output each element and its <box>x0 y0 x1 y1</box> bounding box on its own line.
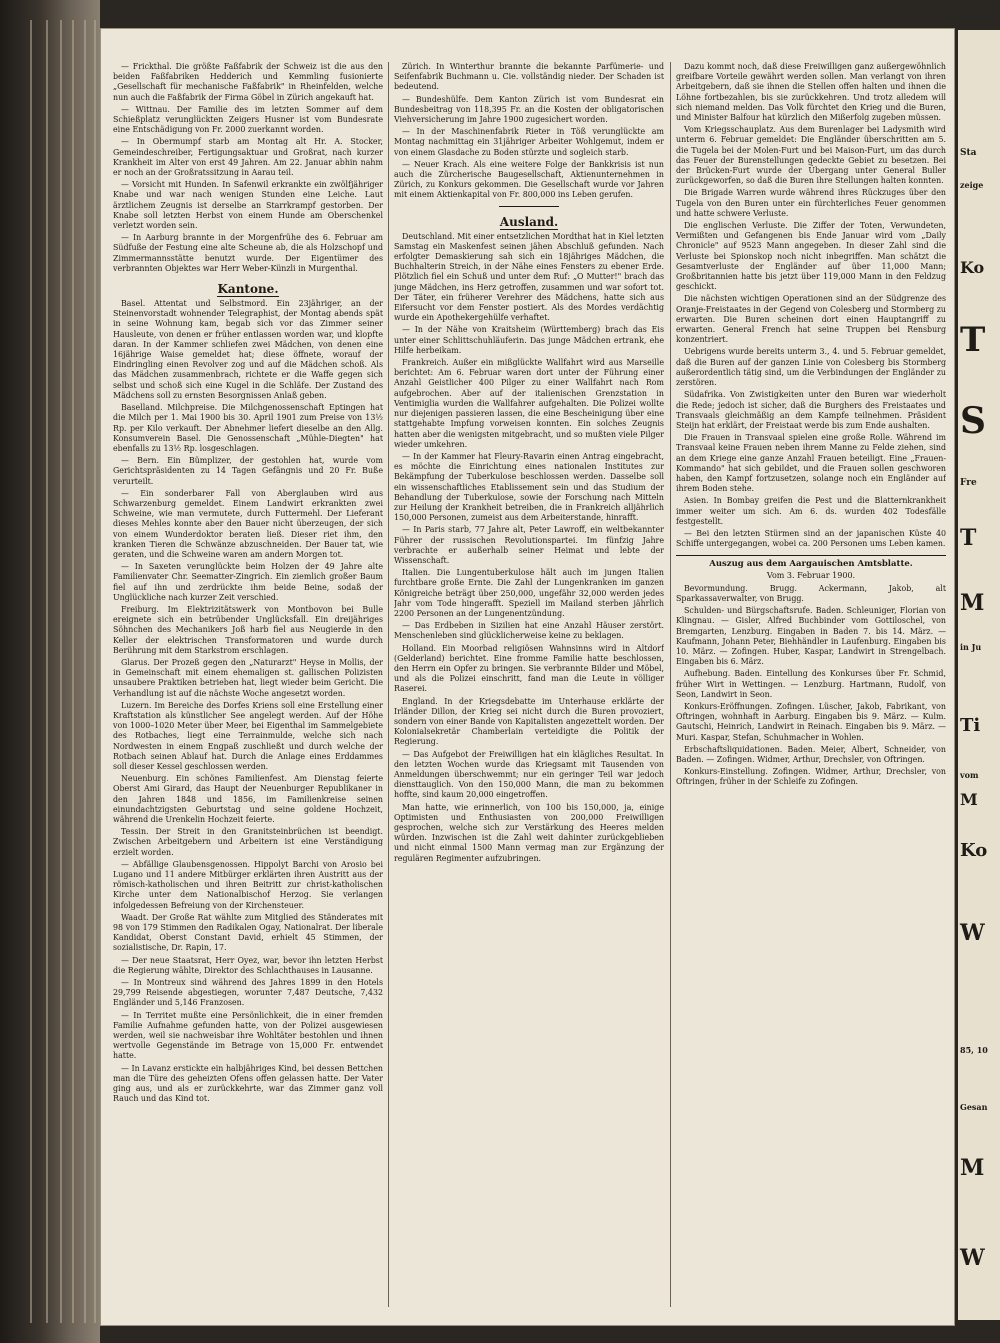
article-wittnau: — Wittnau. Der Familie des im letzten Sommer auf dem Schießplatz verunglückten Zeigers Husner ist vom Bundesrate eine Entschädigung von Fr. 2000 zuerkannt worden. <box>113 104 383 135</box>
article-freiwillige: — Das Aufgebot der Freiwilligen hat ein klägliches Resultat. In den letzten Wochen wurde das Kriegsamt mit Tausenden von Anmeldungen überschwemmt; nur ein geringer Teil war jedoch diensttauglich. Von den 150,000 Mann, die man zu bekommen hoffte, sind kaum 20,000 eingetroffen. <box>394 749 664 800</box>
next-page-fragment: Ko <box>960 258 985 277</box>
next-page-fragment: T <box>960 320 986 360</box>
article-aberglauben: — Ein sonderbarer Fall von Aberglauben wird aus Schwarzenburg gemeldet. Einem Landwirt erkrankten zwei Schweine, wie man vermutete, durch Futtermehl. Der Lieferant dieses Mehles konnte aber den Bauer nicht überzeugen, der sich von einem Wunderdoktor beraten ließ. Dieser riet ihm, den kranken Tieren die Schwänze abzuschneiden. Der Bauer tat, wie geraten, und die Schweine waren am andern Morgen tot. <box>113 488 383 559</box>
article-holland: Holland. Ein Moorbad religiösen Wahnsinns wird in Altdorf (Gelderland) berichtet. Eine fromme Familie hatte beschlossen, den Herrn ein Opfer zu bringen. Sie verbrannte Bilder und Möbel, und als die Polizei einschritt, fand man die Leute in völliger Raserei. <box>394 643 664 694</box>
article-toess: — In der Maschinenfabrik Rieter in Töß verunglückte am Montag nachmittag ein 31jähriger Arbeiter Wohlgemut, indem er von einem Glasdache zu Boden stürzte und sogleich starb. <box>394 127 664 157</box>
amtsblatt-heading: Auszug aus dem Aargauischen Amtsblatte. <box>676 555 946 569</box>
article-baselland: Baselland. Milchpreise. Die Milchgenossenschaft Eptingen hat die Milch per 1. Mai 1900 bis 30. April 1901 zum Preise von 13½ Rp. per Kilo verkauft. Der Abnehmer liefert dieselbe an den Allg. Konsumverein Basel. Die Genossenschaft „Mühle-Diegten" hat ebenfalls zu 13½ Rp. losgeschlagen. <box>113 403 383 453</box>
next-page-fragment: vom <box>960 770 979 780</box>
next-page-fragment: T <box>960 525 977 551</box>
article-paris: — In Paris starb, 77 Jahre alt, Peter Lawroff, ein weltbekannter Führer der russischen Revolutionspartei. Im fünfzig Jahre verbrachte er außerhalb seiner Heimat und lebte der Wissenschaft. <box>394 525 664 565</box>
next-page-fragment: W <box>960 920 985 946</box>
article-stuerme: — Bei den letzten Stürmen sind an der japanischen Küste 40 Schiffe untergegangen, wobei ca. 200 Personen ums Leben kamen. <box>676 528 946 549</box>
article-vorsicht-hunden: — Vorsicht mit Hunden. In Safenwil erkrankte ein zwölfjähriger Knabe und war nach wenigen Stunden eine Leiche. Laut ärztlichem Zeugnis ist derselbe an Starrkrampf gestorben. Der Knabe soll letzten Herbst von einem Hunde am Oberschenkel verletzt worden sein. <box>113 180 383 231</box>
article-frickthal: — Frickthal. Die größte Faßfabrik der Schweiz ist die aus den beiden Faßfabriken Hedderich und Kemmling fusionierte „Gesellschaft für mechanische Faßfabrik" in Rheinfelden, welche nun auch die Faßfabrik der Firma Göbel in Zürich angekauft hat. <box>113 62 383 102</box>
article-territet: — In Territet mußte eine Persönlichkeit, die in einer fremden Familie Aufnahme gefunden hatte, von der Polizei ausgewiesen werden, weil sie nachweisbar ihre Wohltäter bestohlen und ihnen wertvolle Gegenstände im Betrage von 15,000 Fr. entwendet hatte. <box>113 1010 383 1061</box>
article-basel: Basel. Attentat und Selbstmord. Ein 23jähriger, an der Steinenvorstadt wohnender Telegraphist, der Montag abends spät in seine Wohnung kam, begab sich vor das Zimmer seiner Hausleute, von denen er früher entlassen worden war, und klopfte daran. In der Kammer schliefen zwei Mädchen, von denen eine 16jährige Waise gemeldet hat; diese öffnete, worauf der Eindringling einen Revolver zog und auf die Mädchen schoß. Als das Mädchen zusammenbrach, richtete er die Waffe gegen sich selbst und schoß sich eine Kugel in die Schläfe. Der Zustand des Mädchens soll zu ernsten Besorgnissen Anlaß geben. <box>113 299 383 400</box>
article-deutschland: Deutschland. Mit einer entsetzlichen Mordthat hat in Kiel letzten Samstag ein Maskenfest seinen jähen Abschluß gefunden. Nach erfolgter Demaskierung sah sich ein 18jähriges Mädchen, die Buchhalterin Streich, in der Nähe eines Fensters zu ebener Erde. Plötzlich fiel ein Schuß und unter dem Ruf: „O Mutter!" brach das junge Mädchen, ins Herz getroffen, zusammen und war sofort tot. Der Täter, ein früherer Verehrer des Mädchens, hatte sich aus Eifersucht vor dem Fenster postiert. Als des Mordes verdächtig wurde ein Apothekergehülfe verhaftet. <box>394 231 664 323</box>
next-page-fragment: M <box>960 1155 985 1181</box>
article-colesberg: Uebrigens wurde bereits unterm 3., 4. und 5. Februar gemeldet, daß die Buren auf der ganzen Linie von Colesberg bis Stormberg außerordentlich tätig sind, um die Verbindungen der Engländer zu zerstören. <box>676 347 946 388</box>
article-freiwillige-2: Man hatte, wie erinnerlich, von 100 bis 150,000, ja, einige Optimisten und Enthusiasten von 200,000 Freiwilligen gesprochen, welche sich zur Verstärkung des Heeres melden würden. Inzwischen ist die Zahl weit dahinter zurückgeblieben und nicht einmal 1500 Mann vermag man zur Ergänzung der regulären Regimenter aufzubringen. <box>394 802 664 863</box>
column-rule <box>670 62 671 1307</box>
article-italien: Italien. Die Lungentuberkulose hält auch im jungen Italien furchtbare große Ernte. Die Zahl der Lungenkranken im ganzen Königreiche beträgt über 250,000, ungefähr 32,000 werden jedes Jahr vom Tode hingerafft. Speziell im Mailand sterben jährlich 2200 Personen an der Lungenentzündung. <box>394 568 664 618</box>
next-page-fragment: M <box>960 790 978 809</box>
article-freiwillige-cont: Dazu kommt noch, daß diese Freiwilligen ganz außergewöhnlich greifbare Vorteile gewährt werden sollen. Man verlangt von ihren Arbeitgebern, daß sie ihnen die Stellen offen halten und ihnen die Löhne fortbezahlen, bis sie zurückkehren. Und trotz alledem will sich niemand melden. Das Volk fürchtet den Krieg und die Buren, und Minister Balfour hat kürzlich den Mißerfolg zugeben müssen. <box>676 62 946 123</box>
article-glarus: Glarus. Der Prozeß gegen den „Naturarzt" Heyse in Mollis, der in Gemeinschaft mit einem ehemaligen st. gallischen Polizisten unsaubere Praktiken betrieben hat, liegt wieder beim Gericht. Die Verhandlung ist auf die nächste Woche angesetzt worden. <box>113 657 383 698</box>
next-page-fragment: zeige <box>960 180 984 190</box>
next-page-fragment: Ko <box>960 840 988 861</box>
article-glaubensgenossen: — Abfällige Glaubensgenossen. Hippolyt Barchi von Arosio bei Lugano und 11 andere Mitbürger erklärten ihren Austritt aus der römisch-katholischen und ihren Beitritt zur christ-katholischen Kirche unter dem Nationalbischof Herzog. Sie verlangen infolgedessen Befreiung von der Kirchensteuer. <box>113 859 383 910</box>
section-heading-kantone: Kantone. <box>217 282 279 297</box>
column-3 <box>676 62 946 1307</box>
article-montreux: — In Montreux sind während des Jahres 1899 in den Hotels 29,799 Reisende abgestiegen, worunter 7,487 Deutsche, 7,432 Engländer und 5,146 Franzosen. <box>113 978 383 1008</box>
scan-left-margin <box>0 0 100 1343</box>
article-luzern: Luzern. Im Bereiche des Dorfes Kriens soll eine Erstellung einer Kraftstation als künstlicher See angelegt werden. Auf der Höhe von 1000–1020 Meter über Meer, bei Eigenthal im Sammelgebiete des Rotbaches, liegt eine Terrainmulde, welche sich nach Nordwesten in einem Engpaß zuschließt und durch welche der Rotbach seinen Ablauf hat. Durch die Anlage eines Erddammes soll dieser Kessel geschlossen werden. <box>113 700 383 771</box>
article-staatsrat: — Der neue Staatsrat, Herr Oyez, war, bevor ihn letzten Herbst die Regierung wählte, Direktor des Schlachthauses in Lausanne. <box>113 955 383 975</box>
article-neuer-krach: — Neuer Krach. Als eine weitere Folge der Bankkrisis ist nun auch die Zürcherische Baugesellschaft, Aktienunternehmen in Zürich, zu Konkurs gekommen. Die Gesellschaft wurde vor Jahren mit einem Aktienkapital von Fr. 800,000 ins Leben gerufen. <box>394 159 664 200</box>
column-2 <box>394 62 664 1307</box>
column-rule <box>388 62 389 1307</box>
amtsblatt-entry: Bevormundung. Brugg. Ackermann, Jakob, alt Sparkassaverwalter, von Brugg. <box>676 583 946 603</box>
article-bundeshuelfe: — Bundeshülfe. Dem Kanton Zürich ist vom Bundesrat ein Bundesbeitrag von 118,395 Fr. an die Kosten der obligatorischen Viehversicherung im Jahre 1900 zugesichert worden. <box>394 94 664 125</box>
amtsblatt-date: Vom 3. Februar 1900. <box>766 570 856 580</box>
section-heading-ausland: Ausland. <box>499 214 559 229</box>
article-kraitsheim: — In der Nähe von Kraitsheim (Württemberg) brach das Eis unter einer Schlittschuhläuferin. Das junge Mädchen ertrank, ehe Hilfe herbeikam. <box>394 325 664 355</box>
article-kriegsschauplatz: Vom Kriegsschauplatz. Aus dem Burenlager bei Ladysmith wird unterm 6. Februar gemeldet: Die Engländer überschritten am 5. die Tugela bei der Molen-Furt und bei Maison-Furt, um das durch das Feuer der Burenstellungen gedeckte Gebiet zu besetzen. Bei der Brücken-Furt wurde der Übergang unter General Buller zurückgeworfen, so daß die Buren ihre Stellungen halten konnten. <box>676 125 946 186</box>
amtsblatt-entry: Konkurs-Einstellung. Zofingen. Widmer, Arthur, Drechsler, von Oftringen, früher in der Schleife zu Zofingen. <box>676 767 946 787</box>
article-brigade-warren: Die Brigade Warren wurde während ihres Rückzuges über den Tugela von den Buren unter ein fürchterliches Feuer genommen und hatte schwere Verluste. <box>676 188 946 218</box>
divider <box>499 206 559 207</box>
next-page-fragment: in Ju <box>960 642 982 652</box>
amtsblatt-entry: Erbschaftsliquidationen. Baden. Meier, Albert, Schneider, von Baden. — Zofingen. Widmer, Arthur, Drechsler, von Oftringen. <box>676 744 946 764</box>
article-erdbeben: — Das Erdbeben in Sizilien hat eine Anzahl Häuser zerstört. Menschenleben sind glücklicherweise keine zu beklagen. <box>394 621 664 641</box>
next-page-fragment: W <box>960 1245 985 1271</box>
article-neuenburg: Neuenburg. Ein schönes Familienfest. Am Dienstag feierte Oberst Ami Girard, das Haupt der Neuenburger Republikaner in den Jahren 1848 und 1856, im Familienkreise seinen einundachtzigsten Geburtstag und seine goldene Hochzeit, während die Urenkelin Hochzeit feierte. <box>113 774 383 825</box>
amtsblatt-entry: Aufhebung. Baden. Eintellung des Konkurses über Fr. Schmid, früher Wirt in Wettingen. — Lenzburg. Hartmann, Rudolf, von Seon, Landwirt in Seon. <box>676 669 946 699</box>
article-bern: — Bern. Ein Bümplizer, der gestohlen hat, wurde vom Gerichtspräsidenten zu 14 Tagen Gefängnis und 20 Fr. Buße verurteilt. <box>113 456 383 486</box>
article-lavanz: — In Lavanz erstickte ein halbjähriges Kind, bei dessen Bettchen man die Türe des geheizten Ofens offen gelassen hatte. Der Vater ging aus, und als er zurückkehrte, war das Zimmer ganz voll Rauch und das Kind tot. <box>113 1063 383 1104</box>
article-england: England. In der Kriegsdebatte im Unterhause erklärte der Irländer Dillon, der Krieg sei nicht durch die Buren provoziert, sondern von einer Bande von Kapitalisten angezettelt worden. Der Kolonialsekretär Chamberlain verteidigte die Politik der Regierung. <box>394 696 664 747</box>
newspaper-page <box>100 28 955 1326</box>
amtsblatt-entry: Schulden- und Bürgschaftsrufe. Baden. Schleuniger, Florian von Klingnau. — Gisler, Alfred Buchbinder vom Gottiloschel, von Bremgarten, Lenzburg. Eingaben in Baden 7. bis 14. März. — Kaufmann, Johann Peter, Biehhändler in Laufenburg. Eingaben bis 10. März. — Zofingen. Huber, Kaspar, Landwirt in Strengelbach. Eingaben bis 6. März. <box>676 606 946 667</box>
next-page-fragment: Sta <box>960 148 977 158</box>
article-freiburg: Freiburg. Im Elektrizitätswerk von Montbovon bei Bulle ereignete sich ein betrübender Unglücksfall. Ein dreijähriges Söhnchen des Mechanikers Joß harb fiel aus Neugierde in den Keller der elektrischen Transformatoren und wurde durch Berührung mit dem Starkstrom erschlagen. <box>113 604 383 655</box>
article-obermumpf: — In Obermumpf starb am Montag alt Hr. A. Stocker, Gemeindeschreiber, Fertigungsaktuar und Großrat, nach kurzer Krankheit im Alter von erst 49 Jahren. Am 22. Januar abhin nahm er noch an der Großratssitzung in Aarau teil. <box>113 137 383 178</box>
article-operationen: Die nächsten wichtigen Operationen sind an der Südgrenze des Oranje-Freistaates in der Gegend von Colesberg und Stormberg zu erwarten. Die Buren scheinen dort einen Hauptangriff zu erwarten. General French hat seine Truppen bei Rensburg konzentriert. <box>676 294 946 345</box>
article-tessin: Tessin. Der Streit in den Granitsteinbrüchen ist beendigt. Zwischen Arbeitgebern und Arbeitern ist eine Verständigung erzielt worden. <box>113 827 383 857</box>
article-frauen-transvaal: Die Frauen in Transvaal spielen eine große Rolle. Während im Transvaal keine Frauen neben ihrem Manne zu Felde ziehen, sind an dem Kriege eine ganze Anzahl Frauen beteiligt. Eine „Frauen-Kommando" hat sich gebildet, und die Frauen sollen geschworen haben, den Kampf fortzusetzen, solange noch ein Engländer auf ihrem Boden stehe. <box>676 433 946 494</box>
next-page-fragment: M <box>960 590 985 616</box>
article-saxeten: — In Saxeten verunglückte beim Holzen der 49 Jahre alte Familienvater Chr. Seematter-Zingrich. Ein ziemlich großer Baum fiel auf ihn und zerdrückte ihm beide Beine, sodaß der Unglückliche nach kurzer Zeit verschied. <box>113 562 383 602</box>
next-page-fragment: Ti <box>960 715 981 736</box>
article-asien: Asien. In Bombay greifen die Pest und die Blatternkrankheit immer weiter um sich. Am 6. ds. wurden 402 Todesfälle festgestellt. <box>676 496 946 526</box>
next-page-fragment: 85, 10 <box>960 1045 988 1055</box>
article-aarburg: — In Aarburg brannte in der Morgenfrühe des 6. Februar am Südfuße der Festung eine alte Scheune ab, die als Holzschopf und Zimmermannsstätte benutzt wurde. Der Eigentümer des verbrannten Objektes war Herr Weber-Künzli in Murgenthal. <box>113 233 383 273</box>
article-englische-verluste: Die englischen Verluste. Die Ziffer der Toten, Verwundeten, Vermißten und Gefangenen bis Ende Januar wird vom „Daily Chronicle" auf 9523 Mann angegeben. In dieser Zahl sind die Verluste bei Spionskop noch nicht inbegriffen. Man schätzt die Gesamtverluste der Engländer auf über 11,000 Mann; Großbritannien hatte bis jetzt über 119,000 Mann in den Feldzug geschickt. <box>676 221 946 292</box>
column-1 <box>113 62 383 1307</box>
article-zuerich: Zürich. In Winterthur brannte die bekannte Parfümerie- und Seifenfabrik Buchmann u. Cie. vollständig nieder. Der Schaden ist bedeutend. <box>394 62 664 92</box>
article-suedafrika: Südafrika. Von Zwistigkeiten unter den Buren war wiederholt die Rede; jedoch ist sicher, daß die Burghers des Freistaates und Transvaals gleichmäßig an dem Kampfe teilnehmen. Präsident Steijn hat erklärt, der Freistaat werde bis zum Ende aushalten. <box>676 390 946 430</box>
amtsblatt-entry: Konkurs-Eröffnungen. Zofingen. Lüscher, Jakob, Fabrikant, von Oftringen, wohnhaft in Aarburg. Eingaben bis 9. März. — Kulm. Gautschi, Heinrich, Landwirt in Reinach. Eingaben bis 9. März. — Muri. Kaspar, Stefan, Schuhmacher in Wohlen. <box>676 701 946 742</box>
article-kammer: — In der Kammer hat Fleury-Ravarin einen Antrag eingebracht, es möchte die Einrichtung eines nationalen Institutes zur Bekämpfung der Tuberkulose beschlossen werden. Dasselbe soll ein wissenschaftliches Etablissement sein und das Studium der Behandlung der Tuberkulose, sowie der Forschung nach Mitteln zur Heilung der Krankheit betreiben, die in Frankreich alljährlich 150,000 Personen, zumeist aus dem Arbeiterstande, hinrafft. <box>394 451 664 523</box>
next-page-fragment: Fre <box>960 478 977 488</box>
next-page-edge <box>958 30 1000 1320</box>
next-page-fragment: S <box>960 400 986 442</box>
article-frankreich: Frankreich. Außer ein mißglückte Wallfahrt wird aus Marseille berichtet: Am 6. Februar waren dort unter der Führung einer Anzahl Geistlicher 400 Pilger zu einer Wallfahrt nach Rom aufgebrochen. Aber auf der italienischen Grenzstation in Ventimiglia wurden die Wallfahrer aufgehalten. Die Polizei wollte nur diejenigen passieren lassen, die eine Bescheinigung über eine stattgehabte Impfung vorweisen konnten. Ein solches Zeugnis hatten aber die wenigsten mitgebracht, und so mußten viele Pilger wieder umkehren. <box>394 358 664 449</box>
next-page-fragment: Gesan <box>960 1102 988 1112</box>
article-waadt: Waadt. Der Große Rat wählte zum Mitglied des Ständerates mit 98 von 179 Stimmen den Radikalen Ogay, Nationalrat. Der liberale Kandidat, Oberst Constant David, erhielt 45 Stimmen, der sozialistische, Dr. Rapin, 17. <box>113 912 383 953</box>
